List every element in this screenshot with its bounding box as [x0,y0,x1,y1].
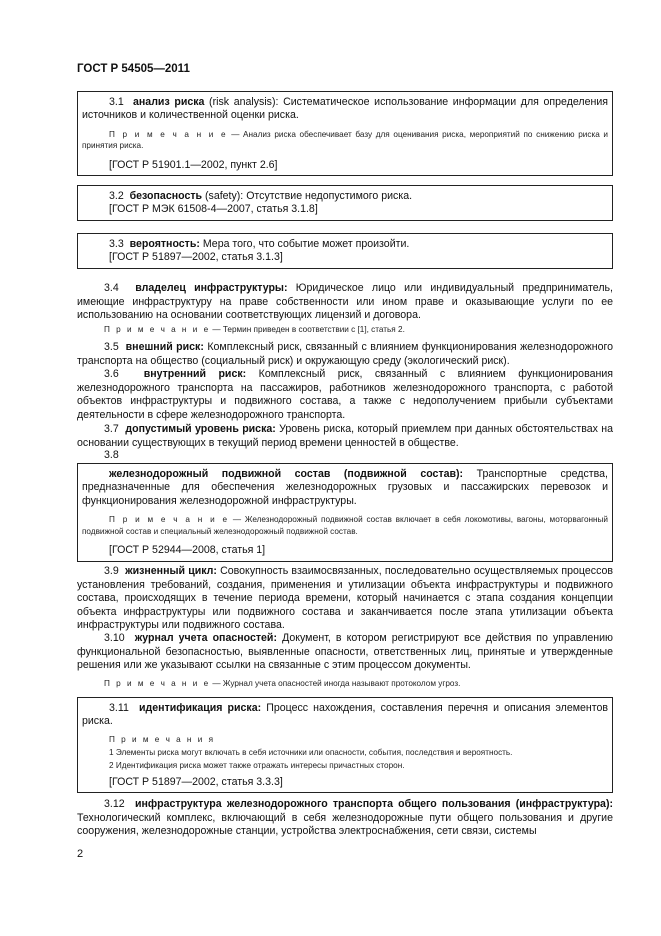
term-reference: [ГОСТ Р 51901.1—2002, пункт 2.6] [109,159,278,171]
term-3-8-number: 3.8 [104,449,119,461]
term-reference: [ГОСТ Р МЭК 61508-4—2007, статья 3.1.8] [109,203,318,216]
term-3-4: 3.4 владелец инфраструктуры: Юридическое лицо или индивидуальный предприниматель, имеющие инфраструктуру на праве собственности или ином праве и оказывающие услуги по ее использованию на основании соответствующих лицензий и договора. [77,282,613,322]
term-3-6: 3.6 внутренний риск: Комплексный риск, связанный с влиянием функционирования железнодорожного транспорта на пассажиров, работников железнодорожного транспорта, с работой объектов инфраструктуры и подвижного состава, а также с недополучением прибыли субъектами деятельности в сфере железнодорожного транспорта. [77,368,613,421]
term-definition: 3.11 идентификация риска: Процесс нахождения, составления перечня и описания элементов риска. [82,702,609,728]
term-3-10-note: П р и м е ч а н и е — Журнал учета опасностей иногда называют протоколом угроз. [104,679,461,688]
term-definition: 3.3 вероятность: Мера того, что событие может произойти. [109,238,410,250]
term-definition: 3.1 анализ риска (risk analysis): Систематическое использование информации для определения источников и количественной оценки риска. [82,96,608,122]
document-header: ГОСТ Р 54505—2011 [77,63,190,75]
note-item: 2 Идентификация риска может также отражать интересы причастных сторон. [109,760,405,770]
term-note: П р и м е ч а н и е — Железнодорожный подвижной состав включает в себя локомотивы, вагоны, моторвагонный подвижной состав и специальный железнодорожный подвижной состав. [82,515,608,536]
term-3-5: 3.5 внешний риск: Комплексный риск, связанный с влиянием функционирования железнодорожного транспорта на общество (социальный риск) и окружающую среду (экологический риск). [77,341,613,367]
term-reference: [ГОСТ Р 51897—2002, статья 3.3.3] [109,775,283,788]
term-reference: [ГОСТ Р 51897—2002, статья 3.1.3] [109,251,283,264]
page-number: 2 [77,848,84,860]
term-3-7: 3.7 допустимый уровень риска: Уровень риска, который приемлем при данных обстоятельствах на основании существующих в текущий период времени ценностей в обществе. [77,423,613,449]
note-item: 1 Элементы риска могут включать в себя источники или опасности, события, последствия и вероятность. [109,747,513,757]
term-reference: [ГОСТ Р 52944—2008, статья 1] [109,544,266,557]
term-box-3-11 [77,697,613,793]
term-3-4-note: П р и м е ч а н и е — Термин приведен в соответствии с [1], статья 2. [104,325,405,334]
term-3-12: 3.12 инфраструктура железнодорожного транспорта общего пользования (инфраструктура): Технологический комплекс, включающий в себя железнодорожные пути общего пользования и другие сооружения, железнодорожные станции, устройства электроснабжения, сети связи, системы [77,798,614,838]
term-box-3-1 [77,91,613,176]
term-note: П р и м е ч а н и е — Анализ риска обеспечивает базу для оценивания риска, мероприятий по снижению риска и принятия риска. [82,129,608,151]
term-box-3-2 [77,185,613,221]
notes-heading: П р и м е ч а н и я [109,734,216,744]
term-box-3-3 [77,233,613,269]
term-3-9: 3.9 жизненный цикл: Совокупность взаимосвязанных, последовательно осуществляемых процессов установления требований, создания, применения и утилизации объекта инфраструктуры и подвижного состава, происходящих в течение периода времени, который начинается с этапа создания концепции объекта инфраструктуры или подвижного состава и заканчивается после этапа утилизации объекта инфраструктуры или подвижного состава. [77,565,613,632]
term-definition: железнодорожный подвижной состав (подвижной состав): Транспортные средства, предназначенные для обеспечения железнодорожных грузовых и пассажирских перевозок и функционирования железнодорожной инфраструктуры. [82,468,608,507]
term-definition: 3.2 безопасность (safety): Отсутствие недопустимого риска. [109,190,413,202]
term-notes-list [82,733,608,772]
term-box-3-8 [77,463,613,562]
term-3-10: 3.10 журнал учета опасностей: Документ, в котором регистрируют все действия по управлению функциональной безопасностью, выявленные опасности, ответственных лиц, принятые и утвержденные решения или же указывают ссылки на связанные с этим процессом документы. [77,632,614,672]
